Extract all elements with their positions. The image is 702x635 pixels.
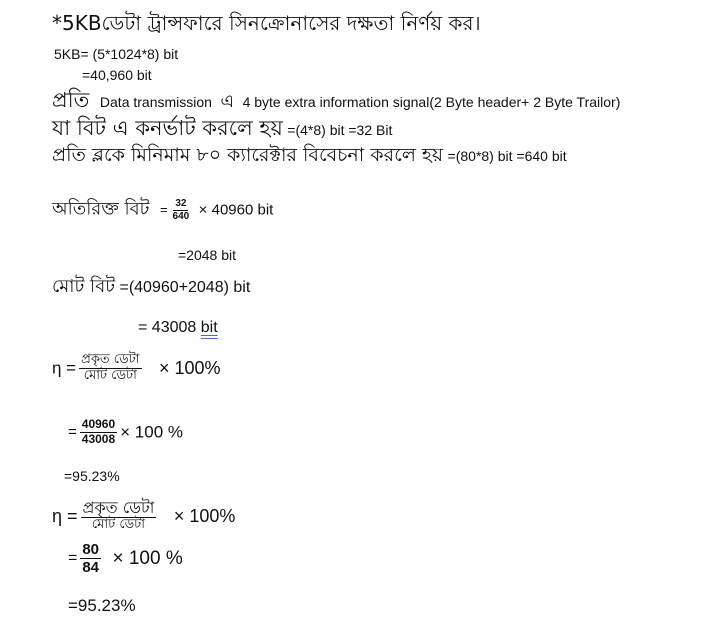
- total-bits-line: [52, 277, 250, 298]
- extra-info-bn-prefix: প্রতি: [52, 88, 90, 112]
- efficiency-formula-1: [52, 353, 221, 384]
- header-bits-line: [52, 116, 392, 140]
- fraction-denominator: 640: [172, 210, 190, 222]
- fraction-numerator: 40960: [81, 417, 116, 431]
- total-bits-label: মোট বিট: [52, 276, 116, 297]
- fraction-denominator: 43008: [81, 431, 116, 446]
- block-bits-line: [52, 145, 567, 167]
- extra-info-en-tail: 4 byte extra information signal(2 Byte header+ 2 Byte Trailor): [242, 94, 621, 110]
- total-bits-result: [138, 319, 218, 337]
- extra-info-en-mid: Data transmission: [99, 94, 212, 110]
- efficiency-result-1: =95.23%: [64, 468, 120, 484]
- problem-title: *5KBডেটা ট্রান্সফারে সিনক্রোনাসের দক্ষতা নির্ণয় কর।: [52, 11, 481, 35]
- fraction-numerator: 32: [175, 198, 187, 209]
- kb-to-bits-line: 5KB= (5*1024*8) bit: [54, 46, 179, 62]
- efficiency-formula-2: [52, 499, 235, 533]
- extra-bits-tail: × 40960 bit: [198, 201, 274, 219]
- efficiency-multiplier-3: × 100%: [173, 505, 236, 526]
- efficiency-multiplier-4: × 100 %: [112, 547, 183, 569]
- efficiency-calc-eq-1: =: [68, 423, 77, 441]
- eta-symbol: η =: [52, 358, 77, 378]
- extra-bits-line: [52, 198, 273, 222]
- eta-symbol: η =: [52, 505, 78, 526]
- extra-info-bn-mid: এ: [220, 91, 235, 112]
- efficiency-fraction-3: [81, 499, 157, 533]
- extra-info-line: [52, 88, 620, 113]
- kb-bits-result: =40,960 bit: [82, 67, 152, 83]
- fraction-numerator: প্রকৃত ডেটা: [81, 352, 140, 367]
- fraction-numerator: 80: [82, 541, 100, 558]
- block-bits-en: =(80*8) bit =640 bit: [447, 148, 567, 164]
- fraction-numerator: প্রকৃত ডেটা: [82, 498, 155, 517]
- efficiency-fraction-2: [80, 418, 117, 447]
- total-bits-expr: =(40960+2048) bit: [119, 279, 251, 296]
- header-bits-en: =(4*8) bit =32 Bit: [287, 122, 393, 138]
- total-bits-unit: bit: [200, 319, 218, 336]
- fraction-denominator: 84: [82, 559, 100, 577]
- extra-bits-label: অতিরিক্ত বিট: [52, 198, 150, 220]
- extra-bits-result: =2048 bit: [178, 247, 236, 263]
- fraction-denominator: মোট ডেটা: [91, 517, 146, 533]
- efficiency-calc-eq-2: =: [68, 549, 78, 567]
- extra-bits-eq: =: [159, 201, 168, 217]
- header-bits-bn: যা বিট এ কনর্ভাট করলে হয়: [52, 116, 283, 140]
- efficiency-calc-1: [68, 418, 183, 447]
- efficiency-calc-2: [68, 541, 183, 577]
- efficiency-result-2: =95.23%: [68, 596, 136, 615]
- total-bits-value: = 43008: [138, 319, 197, 336]
- efficiency-fraction-1: [79, 353, 141, 384]
- block-bits-bn: প্রতি ব্লকে মিনিমাম ৮০ ক্যারেক্টার বিবেচনা করলে হয়: [52, 144, 444, 166]
- fraction-denominator: মোট ডেটা: [83, 367, 137, 383]
- efficiency-fraction-4: [80, 541, 101, 577]
- efficiency-multiplier-2: × 100 %: [120, 422, 183, 442]
- extra-bits-fraction: [171, 198, 192, 222]
- efficiency-multiplier-1: × 100%: [158, 358, 221, 379]
